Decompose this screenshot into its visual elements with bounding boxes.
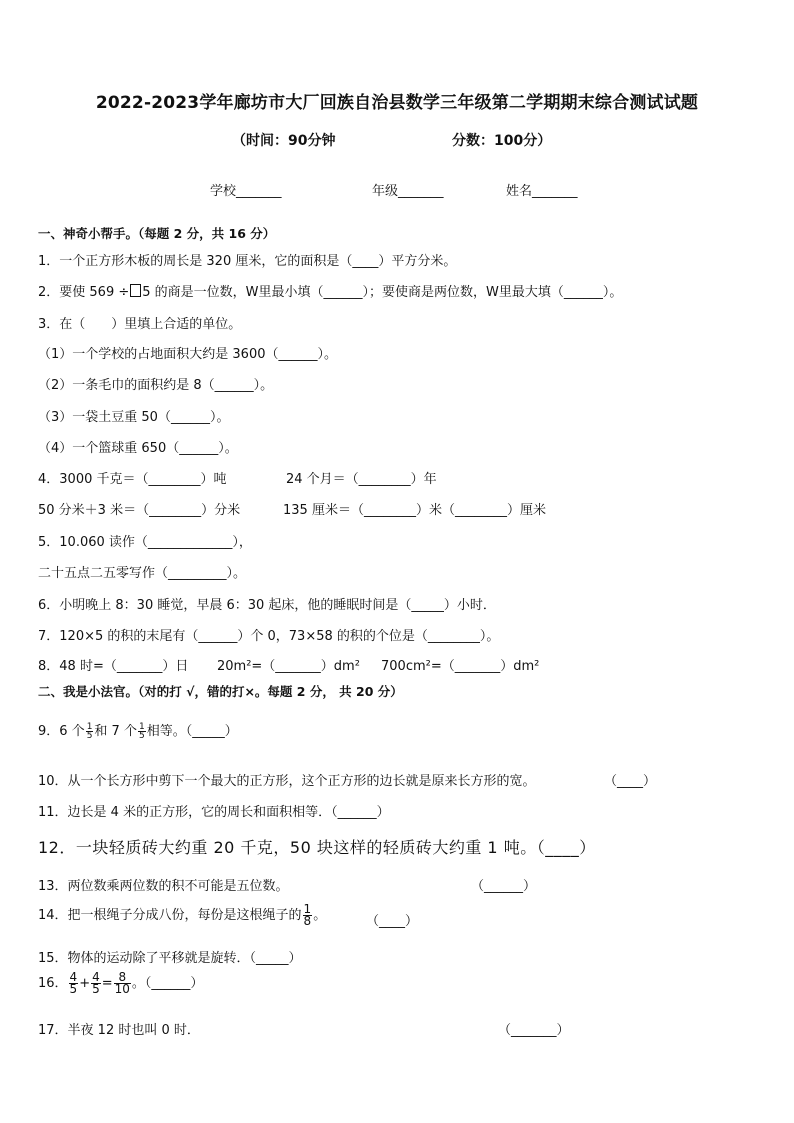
fraction-denominator: 5 [92,982,100,996]
question-6: 6．小明晚上 8：30 睡觉，早晨 6：30 起床，他的睡眠时间是（_____）小时． [38,598,496,613]
fraction-one-eighth [303,904,313,927]
question-2-part-b: 5 的商是一位数，W里最小填（______）；要使商是两位数，W里最大填（______）。 [142,285,623,300]
fraction-one-fifth [86,723,94,740]
question-16 [38,972,203,995]
question-8-c: 700cm²=（_______）dm² [381,659,540,674]
fraction-denominator: 5 [86,731,93,741]
question-9-part-b: 和 7 个 [94,724,137,739]
question-9-part-a: 9．6 个 [38,724,85,739]
fraction-numerator: 4 [69,970,78,984]
fraction-denominator: 8 [303,914,312,928]
blank-box-icon [130,284,141,297]
question-2-part-a: 2．要使 569 ÷ [38,285,130,300]
question-4-c: 50 分米＋3 米＝（________）分米 [38,503,241,518]
question-4-a: 4．3000 千克＝（________）吨 [38,472,227,487]
question-10-answer[interactable]: （____） [604,774,657,789]
fraction-one-fifth [138,723,146,740]
question-10: 10．从一个长方形中剪下一个最大的正方形，这个正方形的边长就是原来长方形的宽。 [38,774,536,789]
fraction-eight-tenths [114,972,131,995]
question-13: 13．两位数乘两位数的积不可能是五位数。 [38,879,289,894]
question-3: 3．在（ ）里填上合适的单位。 [38,317,242,332]
section-1-title: 一、神奇小帮手。（每题 2 分，共 16 分） [38,226,276,241]
fraction-numerator: 1 [86,722,93,732]
fraction-denominator: 5 [138,731,145,741]
exam-title: 2022-2023学年廊坊市大厂回族自治县数学三年级第二学期期末综合测试试题 [95,93,699,113]
fraction-numerator: 1 [303,902,312,916]
question-17-answer[interactable]: （_______） [498,1023,570,1038]
school-field[interactable]: 学校_______ [210,184,282,199]
question-15: 15．物体的运动除了平移就是旋转．（_____） [38,951,302,966]
question-17: 17．半夜 12 时也叫 0 时． [38,1023,200,1038]
fraction-four-fifths [69,972,79,995]
plus-sign: + [79,976,91,991]
name-field[interactable]: 姓名_______ [506,184,578,199]
fraction-numerator: 1 [138,722,145,732]
question-3-1: （1）一个学校的占地面积大约是 3600（______）。 [38,347,337,362]
question-7: 7．120×5 的积的末尾有（______）个 0，73×58 的积的个位是（________）。 [38,629,500,644]
question-8-a: 8．48 时=（_______）日 [38,659,189,674]
question-8-b: 20m²=（_______）dm² [217,659,360,674]
question-3-2: （2）一条毛巾的面积约是 8（______）。 [38,378,274,393]
question-14-end: 。 [313,908,327,923]
question-11: 11．边长是 4 米的正方形，它的周长和面积相等．（______） [38,805,390,820]
question-14-answer[interactable]: （____） [366,914,419,929]
question-5-a: 5．10.060 读作（_____________）， [38,535,252,550]
question-16-answer: 。（______） [131,976,204,991]
question-3-3: （3）一袋土豆重 50（______）。 [38,410,230,425]
section-2-title: 二、我是小法官。（对的打 √，错的打×。每题 2 分， 共 20 分） [38,684,403,699]
question-16-number: 16． [38,976,68,991]
question-9 [38,720,238,740]
question-12: 12．一块轻质砖大约重 20 千克，50 块这样的轻质砖大约重 1 吨。（____） [38,838,596,857]
question-2 [38,281,622,300]
question-9-part-c: 相等。（_____） [146,724,238,739]
question-3-4: （4）一个篮球重 650（______）。 [38,441,238,456]
fraction-numerator: 8 [114,972,131,984]
question-4-d: 135 厘米＝（________）米（________）厘米 [283,503,546,518]
fraction-denominator: 5 [69,982,78,996]
question-4-b: 24 个月＝（________）年 [286,472,437,487]
fraction-denominator: 10 [114,982,130,996]
grade-field[interactable]: 年级_______ [372,184,444,199]
fraction-numerator: 4 [92,970,100,984]
question-13-answer[interactable]: （______） [471,879,537,894]
total-score: 分数：100分） [452,133,552,149]
question-14-text: 14．把一根绳子分成八份，每份是这根绳子的 [38,908,302,923]
equals-sign: = [101,976,113,991]
time-limit: （时间：90分钟 [232,133,336,149]
question-14 [38,904,326,927]
fraction-four-fifths [91,972,101,995]
question-1: 1．一个正方形木板的周长是 320 厘米，它的面积是（____）平方分米。 [38,254,457,269]
question-5-b: 二十五点二五零写作（_________）。 [38,566,247,581]
